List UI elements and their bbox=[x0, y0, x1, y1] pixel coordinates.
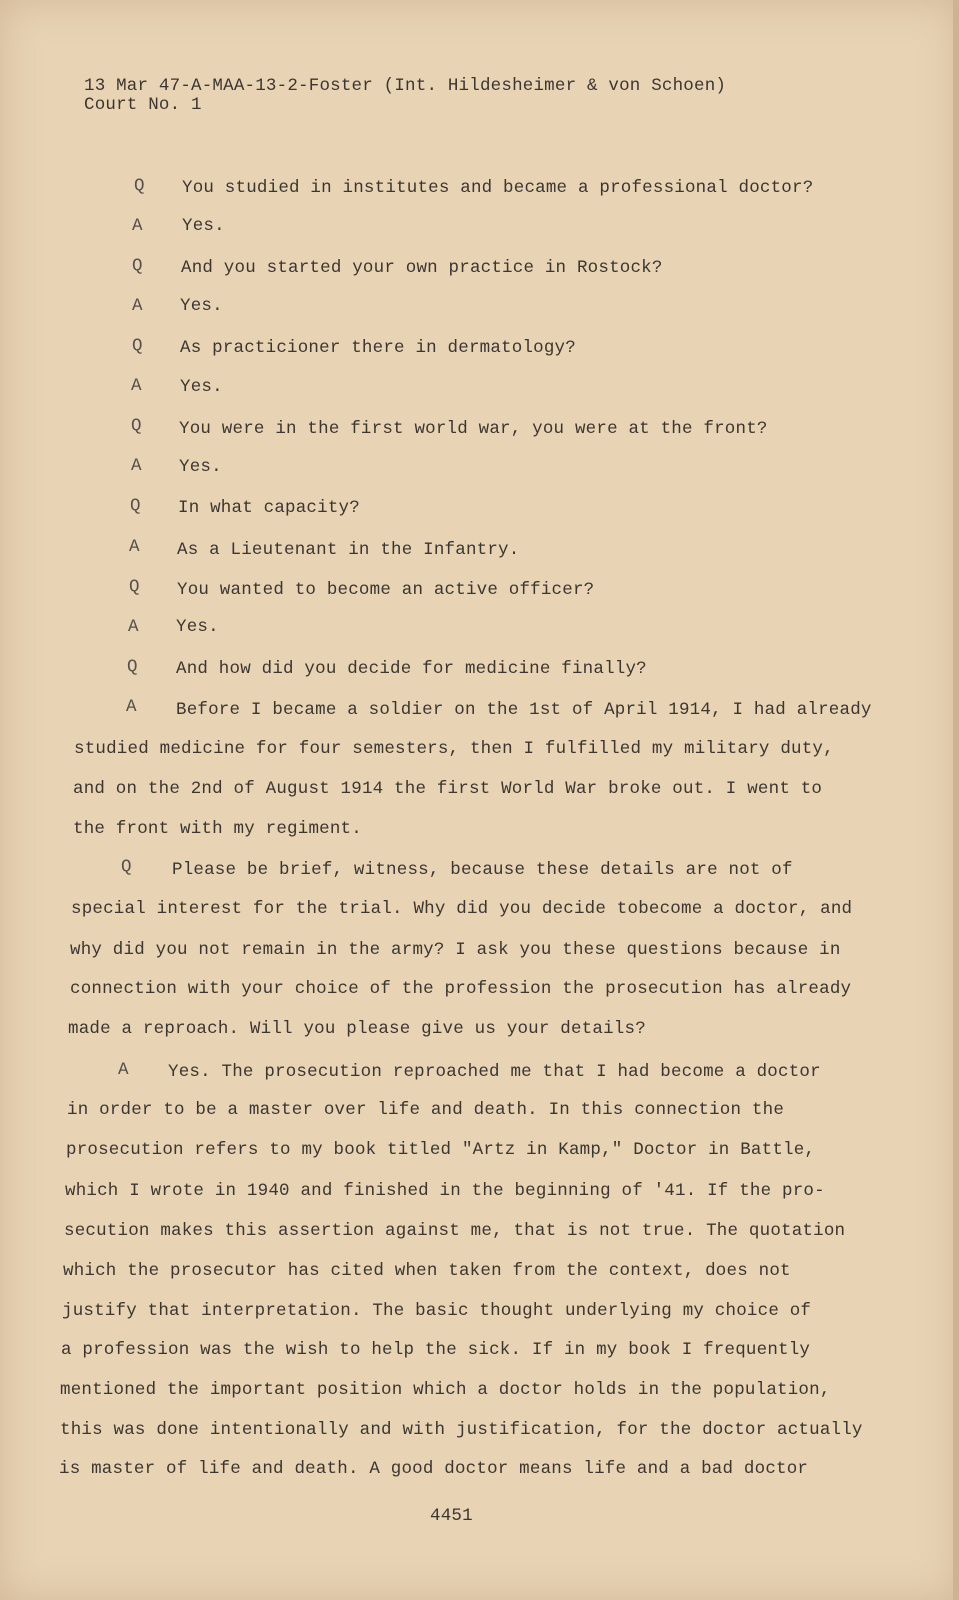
exchange-text: And how did you decide for medicine finally? bbox=[176, 659, 647, 679]
exchange-text: As a Lieutenant in the Infantry. bbox=[177, 540, 520, 560]
paragraph-line: and on the 2nd of August 1914 the first World War broke out. I went to bbox=[73, 779, 823, 799]
paragraph-line: Before I became a soldier on the 1st of April 1914, I had already bbox=[176, 700, 872, 720]
exchange-text: And you started your own practice in Rostock? bbox=[181, 258, 663, 278]
exchange-text: Yes. bbox=[180, 377, 223, 397]
paragraph-line: special interest for the trial. Why did you decide tobecome a doctor, and bbox=[71, 899, 853, 919]
paragraph-line: secution makes this assertion against me, that is not true. The quotation bbox=[64, 1221, 846, 1241]
paragraph-line: justify that interpretation. The basic thought underlying my choice of bbox=[62, 1301, 812, 1321]
page-number: 4451 bbox=[430, 1506, 473, 1526]
speaker-label: Q bbox=[127, 657, 138, 677]
exchange-text: Yes. bbox=[182, 216, 225, 236]
paragraph-line: this was done intentionally and with justification, for the doctor actually bbox=[60, 1420, 863, 1440]
exchange-text: In what capacity? bbox=[178, 498, 360, 518]
paragraph-line: the front with my regiment. bbox=[73, 819, 362, 839]
speaker-label: A bbox=[132, 296, 143, 316]
paragraph-line: is master of life and death. A good doctor means life and a bad doctor bbox=[59, 1459, 809, 1479]
speaker-label: Q bbox=[130, 496, 141, 516]
paragraph-line: a profession was the wish to help the sick. If in my book I frequently bbox=[61, 1340, 811, 1360]
exchange-text: Yes. bbox=[180, 296, 223, 316]
header bbox=[84, 77, 726, 115]
speaker-label: A bbox=[128, 617, 139, 637]
speaker-label: A bbox=[118, 1060, 129, 1080]
speaker-label: A bbox=[126, 697, 137, 717]
exchange-text: Yes. bbox=[176, 617, 219, 637]
paragraph-line: made a reproach. Will you please give us your details? bbox=[68, 1019, 646, 1039]
speaker-label: A bbox=[131, 456, 142, 476]
paragraph-line: mentioned the important position which a doctor holds in the population, bbox=[60, 1380, 831, 1400]
paragraph-line: which the prosecutor has cited when taken from the context, does not bbox=[63, 1261, 791, 1281]
paragraph-line: Yes. The prosecution reproached me that I had become a doctor bbox=[168, 1062, 821, 1082]
speaker-label: Q bbox=[132, 256, 143, 276]
speaker-label: A bbox=[129, 537, 140, 557]
speaker-label: A bbox=[132, 216, 143, 236]
header-case-line: 13 Mar 47-A-MAA-13-2-Foster (Int. Hildesheimer & von Schoen) bbox=[84, 76, 727, 96]
exchange-text: As practicioner there in dermatology? bbox=[180, 338, 576, 358]
paragraph-line: why did you not remain in the army? I ask you these questions because in bbox=[70, 940, 841, 960]
page-edge bbox=[953, 0, 959, 1600]
exchange-text: You wanted to become an active officer? bbox=[177, 580, 595, 600]
speaker-label: Q bbox=[131, 416, 142, 436]
exchange-text: Yes. bbox=[179, 457, 222, 477]
exchange-text: You studied in institutes and became a professional doctor? bbox=[182, 178, 814, 198]
speaker-label: A bbox=[131, 376, 142, 396]
paragraph-line: studied medicine for four semesters, then I fulfilled my military duty, bbox=[74, 739, 834, 759]
speaker-label: Q bbox=[129, 577, 140, 597]
speaker-label: Q bbox=[132, 336, 143, 356]
paragraph-line: prosecution refers to my book titled "Artz in Kamp," Doctor in Battle, bbox=[66, 1140, 816, 1160]
header-court-line: Court No. 1 bbox=[84, 95, 202, 115]
paragraph-line: which I wrote in 1940 and finished in the beginning of '41. If the pro- bbox=[65, 1181, 825, 1201]
paragraph-line: Please be brief, witness, because these details are not of bbox=[172, 860, 793, 880]
paragraph-line: connection with your choice of the profession the prosecution has already bbox=[70, 979, 852, 999]
speaker-label: Q bbox=[134, 176, 145, 196]
exchange-text: You were in the first world war, you were at the front? bbox=[179, 419, 768, 439]
paragraph-line: in order to be a master over life and death. In this connection the bbox=[67, 1100, 785, 1120]
speaker-label: Q bbox=[121, 857, 132, 877]
